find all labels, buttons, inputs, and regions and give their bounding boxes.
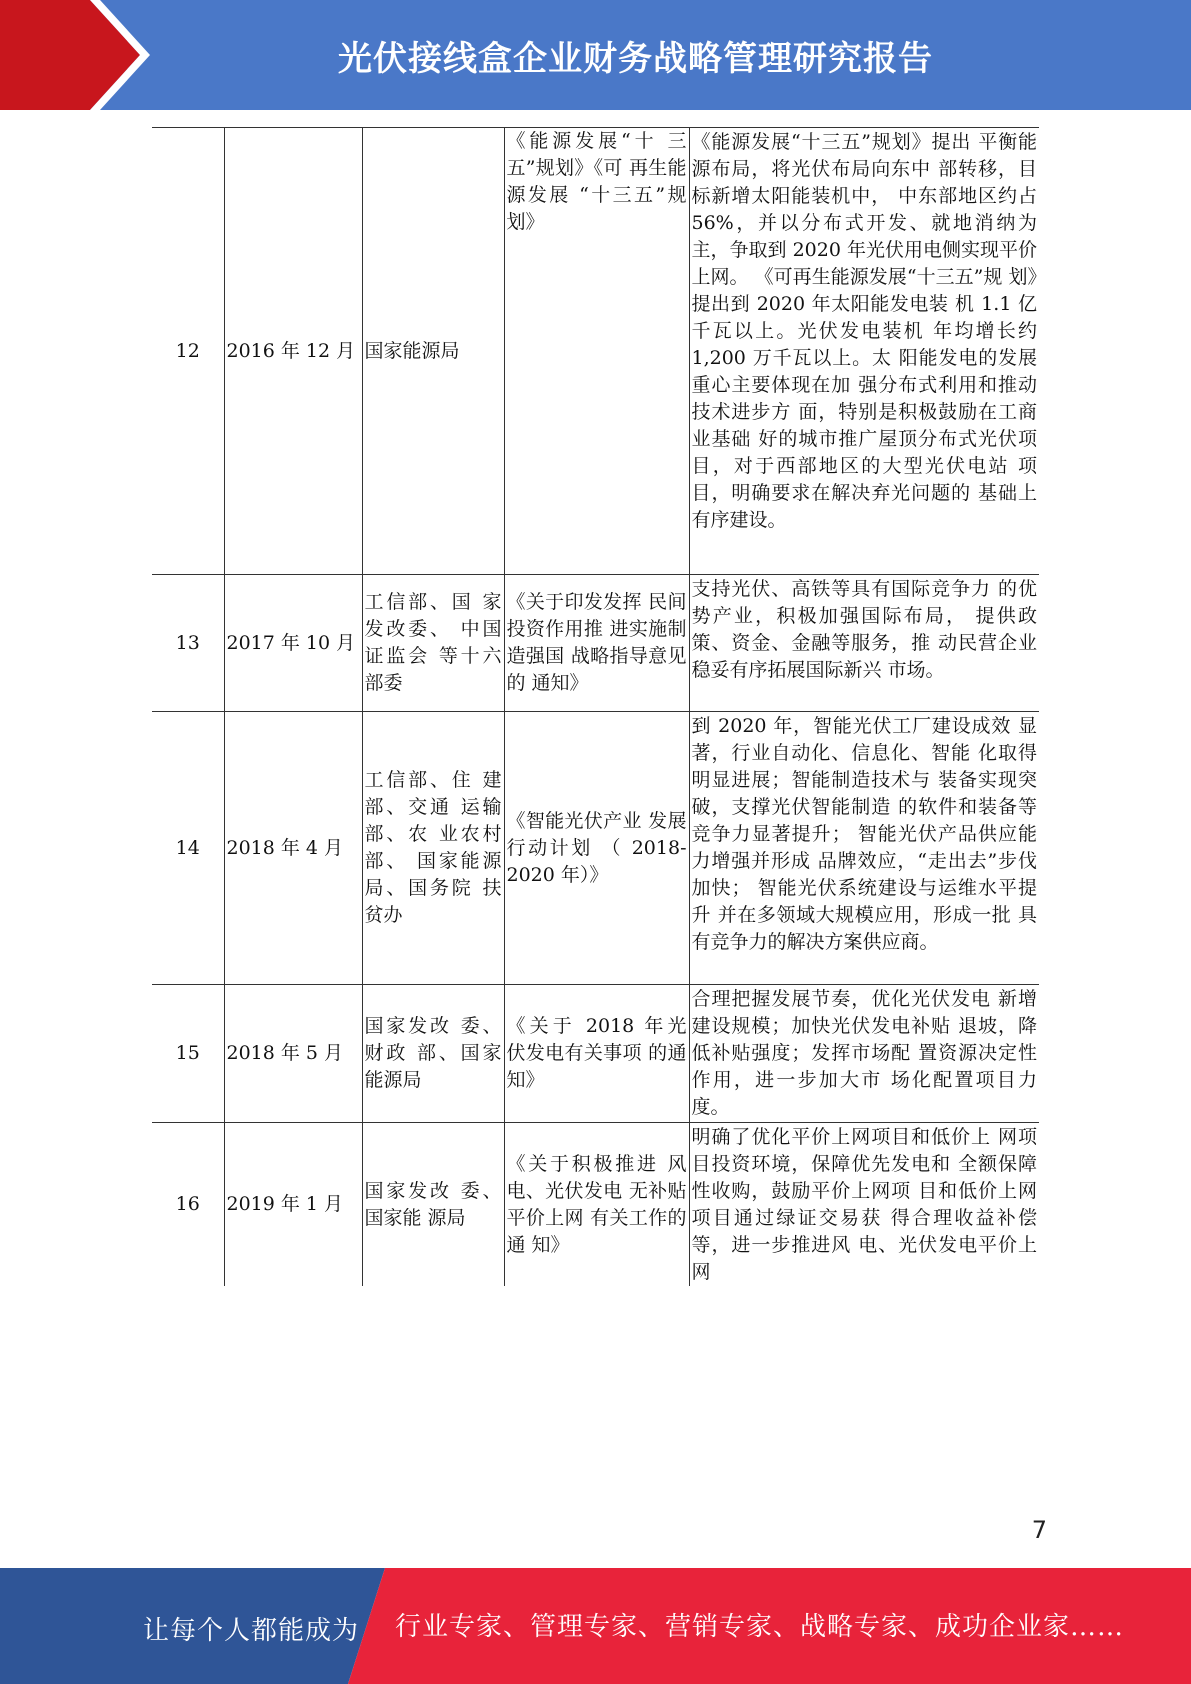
row-number: 16 [152, 1123, 224, 1287]
page-number: 7 [1031, 1516, 1047, 1544]
row-policy: 《智能光伏产业 发展行动计划 （ 2018-2020 年）》 [504, 712, 689, 985]
row-number: 12 [152, 128, 224, 575]
row-content: 到 2020 年，智能光伏工厂建设成效 显著，行业自动化、信息化、智能 化取得明显进展；智能制造技术与 装备实现突破，支撑光伏智能制造 的软件和装备等竞争力显著提升； 智能光伏产品供应能力增强并形成 品牌效应，“走出去”步伐加快； 智能光伏系统建设与运维水平提升 并在多领域大规模应用，形成一批 具有竞争力的解决方案供应商。 [689, 712, 1039, 985]
policy-table [152, 127, 1039, 1286]
table-row [152, 712, 1039, 985]
row-number: 15 [152, 985, 224, 1123]
row-content: 合理把握发展节奏，优化光伏发电 新增建设规模；加快光伏发电补贴 退坡，降低补贴强度；发挥市场配 置资源决定性作用，进一步加大市 场化配置项目力度。 [689, 985, 1039, 1123]
page-footer [0, 1568, 1191, 1684]
row-policy: 《关于积极推进 风电、光伏发电 无补贴平价上网 有关工作的通 知》 [504, 1123, 689, 1287]
row-content: 明确了优化平价上网项目和低价上 网项目投资环境，保障优先发电和 全额保障性收购，鼓励平价上网项 目和低价上网项目通过绿证交易获 得合理收益补偿等，进一步推进风 电、光伏发电平价上网 [689, 1123, 1039, 1287]
table-row [152, 575, 1039, 712]
table-row [152, 1123, 1039, 1287]
row-agency: 国家发改 委、国家能 源局 [362, 1123, 504, 1287]
header-red-arrow-decoration [0, 0, 150, 110]
row-agency: 国家能源局 [362, 128, 504, 575]
row-policy: 《关于 2018 年光 伏发电有关事项 的通知》 [504, 985, 689, 1123]
row-date: 2018 年 4 月 [224, 712, 362, 985]
footer-left-text: 让每个人都能成为 [143, 1616, 360, 1646]
row-number: 14 [152, 712, 224, 985]
row-policy: 《能源发展“十 三五”规划》《可 再生能源发展 “十三五”规划》 [504, 128, 689, 575]
table-row [152, 128, 1039, 575]
row-number: 13 [152, 575, 224, 712]
row-date: 2017 年 10 月 [224, 575, 362, 712]
report-title: 光伏接线盒企业财务战略管理研究报告 [338, 38, 933, 79]
row-content: 支持光伏、高铁等具有国际竞争力 的优势产业，积极加强国际布局， 提供政策、资金、金融等服务，推 动民营企业稳妥有序拓展国际新兴 市场。 [689, 575, 1039, 712]
page-header [0, 0, 1191, 110]
row-date: 2018 年 5 月 [224, 985, 362, 1123]
row-date: 2016 年 12 月 [224, 128, 362, 575]
row-agency: 工信部、国 家发改委、 中国证监会 等十六部委 [362, 575, 504, 712]
row-agency: 工信部、住 建部、交通 运输部、农 业农村部、 国家能源局、国务院 扶贫办 [362, 712, 504, 985]
row-agency: 国家发改 委、财政 部、国家能源局 [362, 985, 504, 1123]
row-policy: 《关于印发发挥 民间投资作用推 进实施制造强国 战略指导意见的 通知》 [504, 575, 689, 712]
row-date: 2019 年 1 月 [224, 1123, 362, 1287]
table-row [152, 985, 1039, 1123]
row-content: 《能源发展“十三五”规划》提出 平衡能源布局，将光伏布局向东中 部转移，目标新增太阳能装机中， 中东部地区约占 56%，并以分布式开发、就地消纳为主，争取到 2020 年光伏用电侧实现平价上网。 《可再生能源发展“十三五”规 划》提出到 2020 年太阳能发电装 机 1.1 亿千瓦以上。光伏发电装机 年均增长约 1,200 万千瓦以上。太 阳能发电的发展重心主要体现在加 强分布式利用和推动技术进步方 面，特别是积极鼓励在工商业基础 好的城市推广屋顶分布式光伏项目，对于西部地区的大型光伏电站 项目，明确要求在解决弃光问题的 基础上有序建设。 [689, 128, 1039, 575]
footer-slogan-right: 行业专家、管理专家、营销专家、战略专家、成功企业家…… [395, 1612, 1125, 1642]
